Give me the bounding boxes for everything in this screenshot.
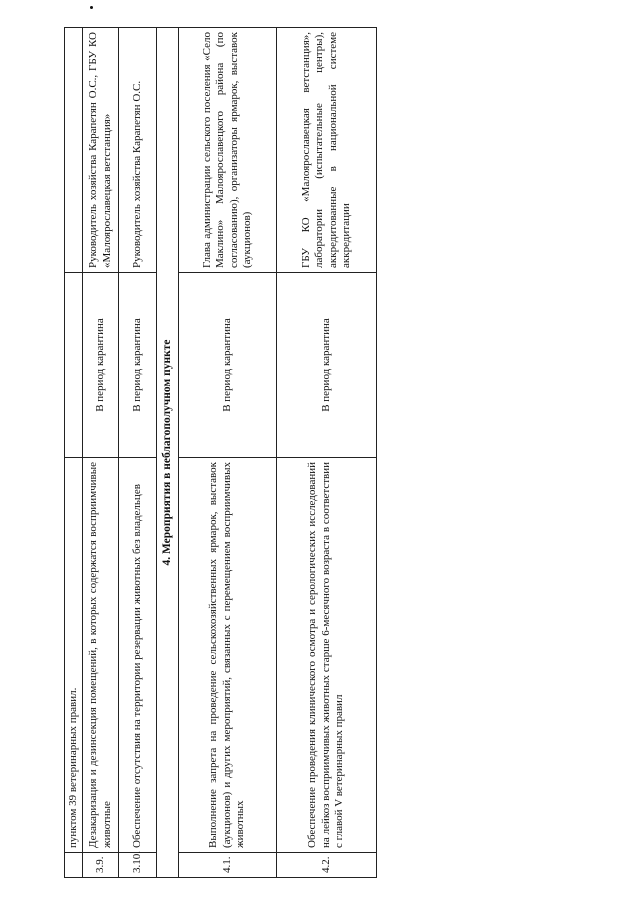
cell-term: В период карантина — [277, 273, 377, 458]
cell-num: 3.10. — [119, 853, 157, 878]
cell-term: В период карантина — [119, 273, 157, 458]
cell-responsible: ГБУ КО «Малоярославецкая ветстанция», лаборатории (испытательные центры), аккредитованные в национальной системе аккредитации — [277, 28, 377, 273]
cell-measure: Обеспечение проведения клинического осмотра и серологических исследований на лейкоз восприимчивых животных старше 6-месячного возраста в соответствии с главой V ветеринарных правил — [277, 458, 377, 853]
cell-term: В период карантина — [83, 273, 119, 458]
section-header-row — [157, 28, 179, 878]
section-4-title: 4. Мероприятия в неблагополучном пункте — [157, 28, 179, 878]
table-row-4-1 — [179, 28, 277, 878]
table-row-3-10 — [119, 28, 157, 878]
cell-responsible — [65, 28, 83, 273]
measures-table — [64, 27, 377, 878]
cell-num: 4.2. — [277, 853, 377, 878]
cell-measure: пунктом 39 ветеринарных правил. — [65, 458, 83, 853]
cell-num: 3.9. — [83, 853, 119, 878]
cell-responsible: Руководитель хозяйства Карапетян О.С. — [119, 28, 157, 273]
scan-speck — [90, 6, 93, 9]
cell-responsible: Руководитель хозяйства Карапетян О.С., ГБУ КО «Малоярославецкая ветстанция» — [83, 28, 119, 273]
table-row-4-2 — [277, 28, 377, 878]
cell-measure: Дезакаризация и дезинсекция помещений, в которых содержатся восприимчивые животные — [83, 458, 119, 853]
cell-measure: Выполнение запрета на проведение сельскохозяйственных ярмарок, выставок (аукционов) и других мероприятий, связанных с перемещением восприимчивых животных — [179, 458, 277, 853]
cell-measure: Обеспечение отсутствия на территории резервации животных без владельцев — [119, 458, 157, 853]
cell-num: 4.1. — [179, 853, 277, 878]
rotated-page — [64, 28, 576, 878]
table-row-continuation — [65, 28, 83, 878]
table-row-3-9 — [83, 28, 119, 878]
cell-responsible: Глава администрации сельского поселения «Село Маклино» Малоярославецкого района (по согласованию), организаторы ярмарок, выставок (аукционов) — [179, 28, 277, 273]
cell-num — [65, 853, 83, 878]
cell-term: В период карантина — [179, 273, 277, 458]
cell-term — [65, 273, 83, 458]
